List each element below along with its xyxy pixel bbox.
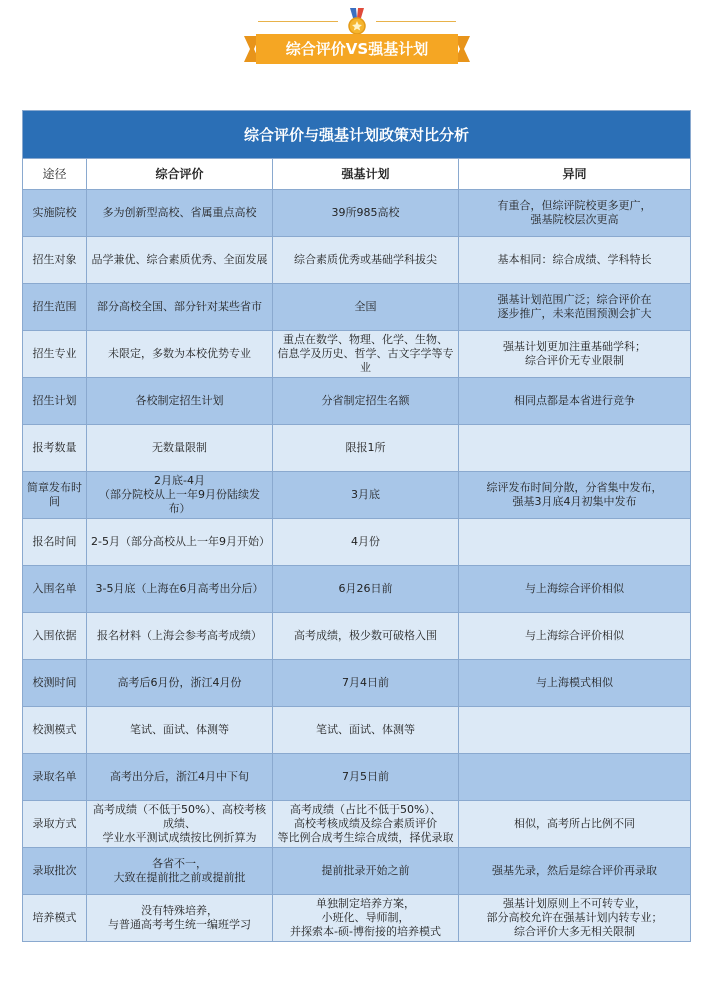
table-cell: 强基计划原则上不可转专业， 部分高校允许在强基计划内转专业； 综合评价大多无相关限制 [459, 895, 691, 942]
table-row [23, 284, 691, 331]
header-cell: 异同 [459, 159, 691, 190]
table-row [23, 190, 691, 237]
row-label-cell: 简章发布时间 [23, 472, 87, 519]
table-cell: 39所985高校 [273, 190, 459, 237]
table-cell: 综合素质优秀或基础学科拔尖 [273, 237, 459, 284]
table-cell: 高考后6月份，浙江4月份 [87, 660, 273, 707]
table-row [23, 566, 691, 613]
table-row [23, 754, 691, 801]
row-label-cell: 招生专业 [23, 331, 87, 378]
row-label-cell: 录取批次 [23, 848, 87, 895]
row-label-cell: 录取方式 [23, 801, 87, 848]
table-cell: 与上海综合评价相似 [459, 613, 691, 660]
table-cell: 全国 [273, 284, 459, 331]
header-cell: 途径 [23, 159, 87, 190]
medal-icon [347, 8, 367, 36]
table-cell: 相似，高考所占比例不同 [459, 801, 691, 848]
table-row [23, 331, 691, 378]
table-row [23, 895, 691, 942]
table-cell: 3-5月底（上海在6月高考出分后） [87, 566, 273, 613]
row-label-cell: 报考数量 [23, 425, 87, 472]
table-header-row [23, 159, 691, 190]
row-label-cell: 培养模式 [23, 895, 87, 942]
table-cell: 单独制定培养方案， 小班化、导师制， 并探索本-硕-博衔接的培养模式 [273, 895, 459, 942]
row-label-cell: 招生计划 [23, 378, 87, 425]
table-cell: 提前批录开始之前 [273, 848, 459, 895]
table-cell: 无数量限制 [87, 425, 273, 472]
table-row [23, 472, 691, 519]
table-cell: 与上海模式相似 [459, 660, 691, 707]
row-label-cell: 校测模式 [23, 707, 87, 754]
table-cell: 报名材料（上海会参考高考成绩） [87, 613, 273, 660]
table-cell: 与上海综合评价相似 [459, 566, 691, 613]
table-cell: 强基先录，然后是综合评价再录取 [459, 848, 691, 895]
table-cell [459, 519, 691, 566]
decor-line-left [258, 21, 338, 22]
table-cell: 没有特殊培养， 与普通高考考生统一编班学习 [87, 895, 273, 942]
table-cell: 强基计划更加注重基础学科； 综合评价无专业限制 [459, 331, 691, 378]
table-cell [459, 754, 691, 801]
table-row [23, 660, 691, 707]
table-cell: 综评发布时间分散，分省集中发布， 强基3月底4月初集中发布 [459, 472, 691, 519]
table-cell: 相同点都是本省进行竞争 [459, 378, 691, 425]
table-cell: 高考成绩，极少数可破格入围 [273, 613, 459, 660]
table-cell: 2-5月（部分高校从上一年9月开始） [87, 519, 273, 566]
table-cell: 2月底-4月 （部分院校从上一年9月份陆续发布） [87, 472, 273, 519]
row-label-cell: 报名时间 [23, 519, 87, 566]
table-cell: 多为创新型高校、省属重点高校 [87, 190, 273, 237]
table-cell: 品学兼优、综合素质优秀、全面发展 [87, 237, 273, 284]
row-label-cell: 录取名单 [23, 754, 87, 801]
table-row [23, 237, 691, 284]
table-cell: 强基计划范围广泛；综合评价在 逐步推广，未来范围预测会扩大 [459, 284, 691, 331]
table-cell: 未限定，多数为本校优势专业 [87, 331, 273, 378]
row-label-cell: 入围名单 [23, 566, 87, 613]
table-cell: 基本相同：综合成绩、学科特长 [459, 237, 691, 284]
table-cell: 笔试、面试、体测等 [273, 707, 459, 754]
header-banner [0, 0, 714, 80]
table-cell: 4月份 [273, 519, 459, 566]
table-cell: 有重合，但综评院校更多更广， 强基院校层次更高 [459, 190, 691, 237]
table-cell: 7月5日前 [273, 754, 459, 801]
table-row [23, 519, 691, 566]
row-label-cell: 招生范围 [23, 284, 87, 331]
comparison-table [22, 110, 691, 942]
table-cell: 部分高校全国、部分针对某些省市 [87, 284, 273, 331]
table-cell [459, 707, 691, 754]
table-row [23, 378, 691, 425]
decor-line-right [376, 21, 456, 22]
banner-title-box [244, 34, 470, 64]
row-label-cell: 招生对象 [23, 237, 87, 284]
table-cell: 分省制定招生名额 [273, 378, 459, 425]
table-row [23, 613, 691, 660]
table-row [23, 425, 691, 472]
table-cell: 重点在数学、物理、化学、生物、 信息学及历史、哲学、古文字学等专 业 [273, 331, 459, 378]
table-cell: 高考出分后，浙江4月中下旬 [87, 754, 273, 801]
table-cell: 高考成绩（不低于50%）、高校考核 成绩、 学业水平测试成绩按比例折算为 [87, 801, 273, 848]
table-cell: 各省不一， 大致在提前批之前或提前批 [87, 848, 273, 895]
row-label-cell: 校测时间 [23, 660, 87, 707]
table-cell: 笔试、面试、体测等 [87, 707, 273, 754]
row-label-cell: 入围依据 [23, 613, 87, 660]
row-label-cell: 实施院校 [23, 190, 87, 237]
table-title: 综合评价与强基计划政策对比分析 [23, 111, 691, 159]
table-cell: 7月4日前 [273, 660, 459, 707]
table-cell: 各校制定招生计划 [87, 378, 273, 425]
banner-title: 综合评价VS强基计划 [285, 40, 429, 58]
table-cell [459, 425, 691, 472]
table-row [23, 801, 691, 848]
header-cell: 强基计划 [273, 159, 459, 190]
table-cell: 高考成绩（占比不低于50%）、 高校考核成绩及综合素质评价 等比例合成考生综合成绩，择优录取 [273, 801, 459, 848]
header-cell: 综合评价 [87, 159, 273, 190]
table-row [23, 848, 691, 895]
table-row [23, 707, 691, 754]
table-cell: 3月底 [273, 472, 459, 519]
table-cell: 6月26日前 [273, 566, 459, 613]
table-cell: 限报1所 [273, 425, 459, 472]
